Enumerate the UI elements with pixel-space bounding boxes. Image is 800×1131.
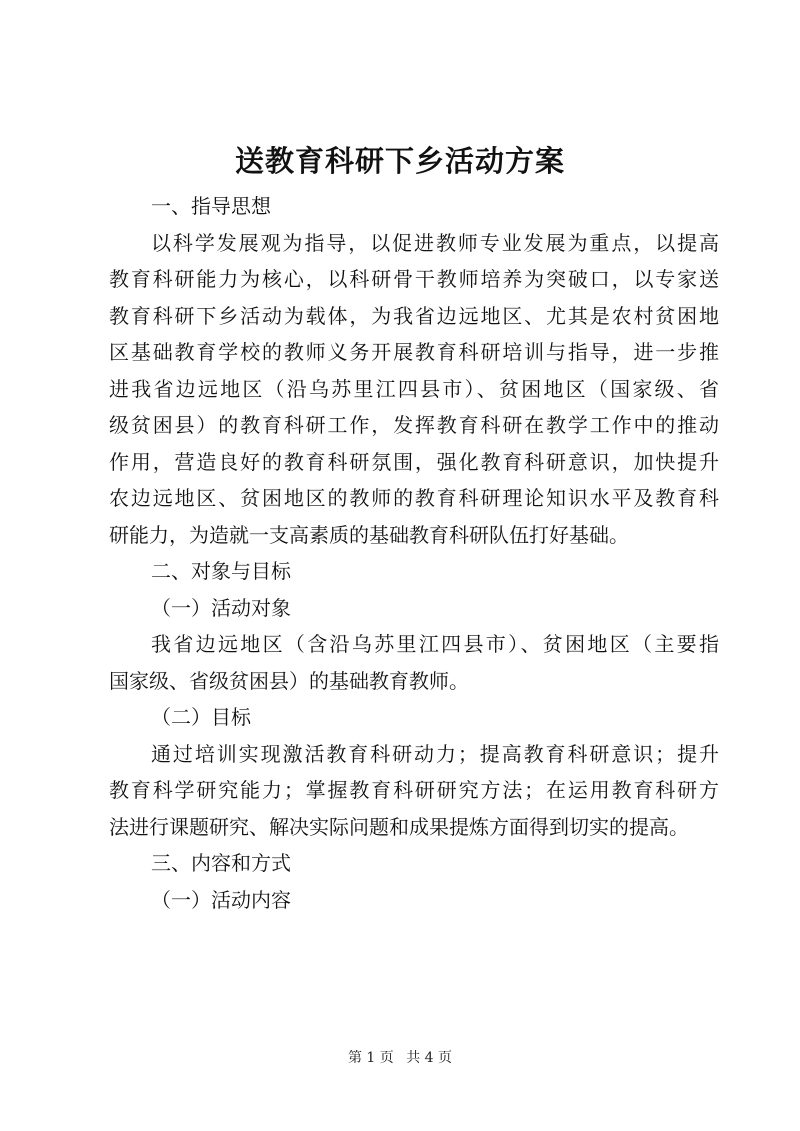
page-total: 共 4 页 [406, 1050, 453, 1066]
paragraph-line: 教育科研下乡活动为载体，为我省边远地区、尤其是农村贫困地 [109, 303, 719, 328]
paragraph-line: 国家级、省级贫困县）的基础教育教师。 [109, 668, 469, 693]
subsection-heading-goals: （二）目标 [151, 705, 251, 729]
section-heading-content-methods: 三、内容和方式 [151, 851, 291, 875]
paragraph-line: 农边远地区、贫困地区的教师的教育科研理论知识水平及教育科 [109, 486, 719, 510]
paragraph-line: 作用，营造良好的教育科研氛围，强化教育科研意识，加快提升 [109, 449, 719, 474]
paragraph-line: 进我省边远地区（沿乌苏里江四县市）、贫困地区（国家级、省 [109, 376, 719, 401]
paragraph-line: 级贫困县）的教育科研工作，发挥教育科研在教学工作中的推动 [109, 413, 719, 437]
paragraph-line: 区基础教育学校的教师义务开展教育科研培训与指导，进一步推 [109, 340, 719, 364]
paragraph-line: 研能力，为造就一支高素质的基础教育科研队伍打好基础。 [109, 522, 629, 547]
document-body [109, 188, 719, 918]
section-heading-guiding-thought: 一、指导思想 [151, 194, 271, 218]
paragraph-line: 法进行课题研究、解决实际问题和成果提炼方面得到切实的提高。 [109, 814, 689, 839]
section-heading-targets: 二、对象与目标 [151, 559, 291, 583]
paragraph-line: 教育科学研究能力；掌握教育科研研究方法；在运用教育科研方 [109, 778, 719, 802]
paragraph-line: 教育科研能力为核心，以科研骨干教师培养为突破口，以专家送 [109, 267, 719, 291]
paragraph-line: 以科学发展观为指导，以促进教师专业发展为重点，以提高 [151, 230, 719, 255]
paragraph-line: 通过培训实现激活教育科研动力；提高教育科研意识；提升 [151, 741, 719, 766]
subsection-heading-activity-targets: （一）活动对象 [151, 595, 291, 620]
subsection-heading-activity-content: （一）活动内容 [151, 887, 291, 912]
document-title: 送教育科研下乡活动方案 [234, 144, 565, 178]
page-number: 第 1 页 [347, 1050, 394, 1066]
page-footer [0, 1048, 800, 1068]
paragraph-line: 我省边远地区（含沿乌苏里江四县市）、贫困地区（主要指 [151, 632, 719, 656]
